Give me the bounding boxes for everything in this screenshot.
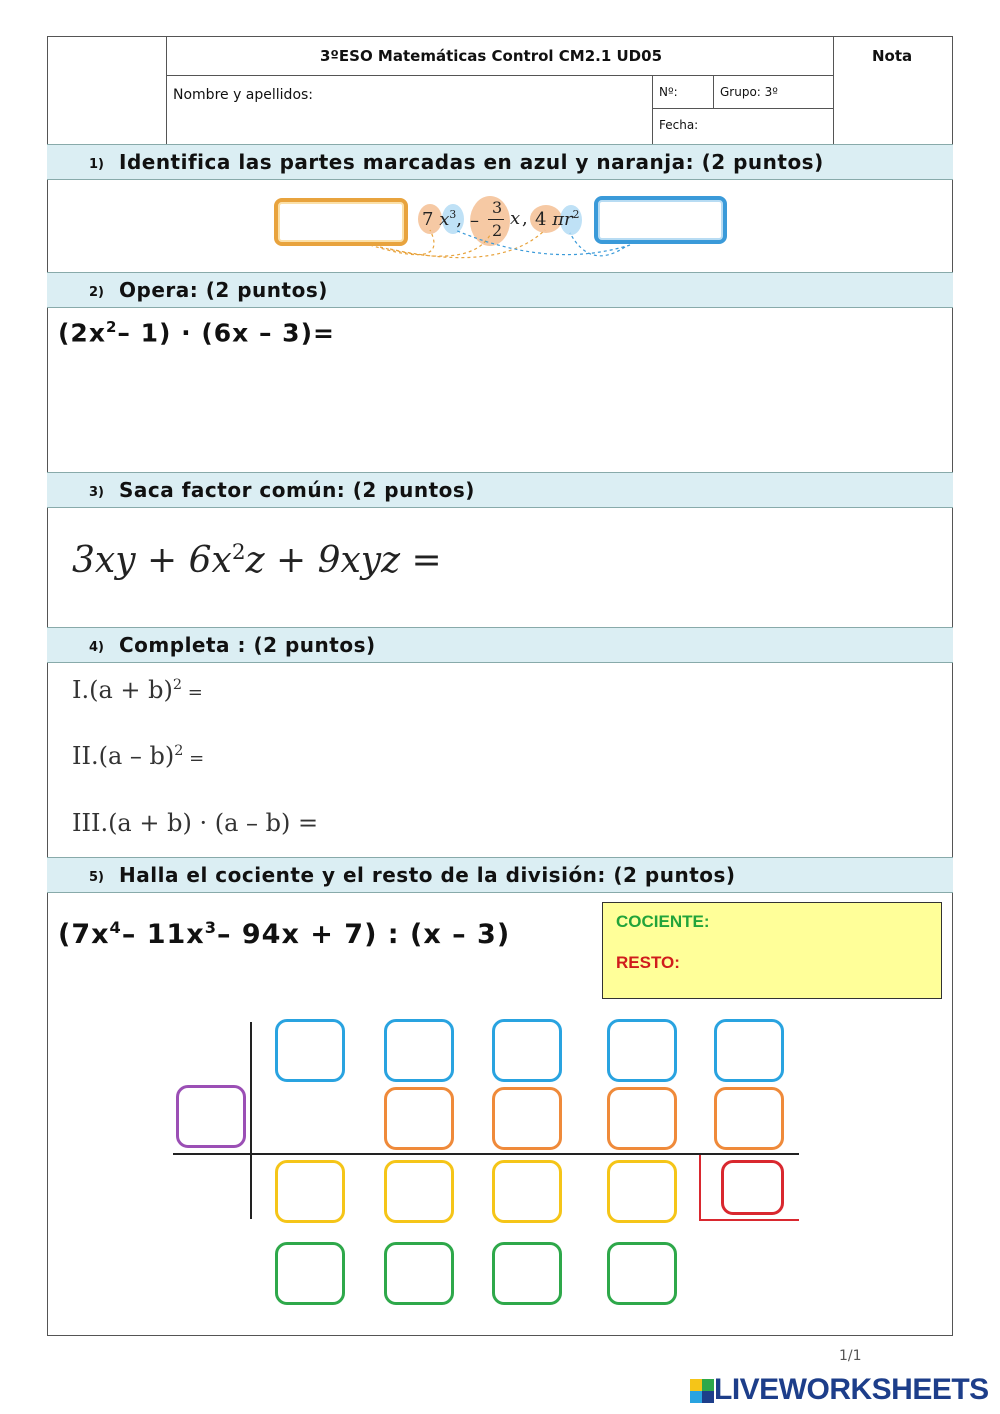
coefficient-box-4[interactable] [607, 1019, 677, 1082]
section-number: 1) [89, 157, 104, 172]
coefficient-box-2[interactable] [384, 1019, 454, 1082]
header-number-col [652, 75, 653, 144]
section-number: 5) [89, 870, 104, 885]
section-title: Halla el cociente y el resto de la división: (2 puntos) [119, 863, 736, 887]
q4-item-1: $I.(a + b)^2$ = [72, 676, 203, 704]
quotient-box-3[interactable] [492, 1242, 562, 1305]
nota-label: Nota [872, 47, 913, 65]
result-box-2[interactable] [384, 1160, 454, 1223]
ruffini-horizontal-line [173, 1153, 799, 1155]
coefficient-box-1[interactable] [275, 1019, 345, 1082]
q1-term-1: 7 $x^3$, [422, 208, 462, 230]
product-box-4[interactable] [714, 1087, 784, 1150]
header-group-col [713, 75, 714, 109]
page-number: 1/1 [839, 1348, 862, 1364]
section-2-bar [47, 272, 953, 308]
section-title: Saca factor común: (2 puntos) [119, 478, 475, 502]
quotient-box-2[interactable] [384, 1242, 454, 1305]
q1-term-3: 4 $\pi r^2$ [535, 208, 580, 230]
header-right-divider [833, 36, 834, 144]
section-number: 4) [89, 640, 104, 655]
section-number: 3) [89, 485, 104, 500]
remainder-corner-horizontal [699, 1219, 799, 1221]
section-title: Opera: (2 puntos) [119, 278, 328, 302]
header-row-line [166, 75, 833, 76]
q4-item-2: II.(a – b)$^2$ = [72, 742, 205, 770]
section-5-bar [47, 857, 953, 893]
quotient-box-1[interactable] [275, 1242, 345, 1305]
result-box-4[interactable] [607, 1160, 677, 1223]
result-box-3[interactable] [492, 1160, 562, 1223]
name-label: Nombre y apellidos: [173, 87, 314, 103]
logo-text: LIVEWORKSHEETS [714, 1373, 989, 1406]
section-3-bar [47, 472, 953, 508]
group-label: Grupo: 3º [720, 85, 778, 99]
quotient-box-4[interactable] [607, 1242, 677, 1305]
logo-icon [690, 1379, 714, 1403]
section-title: Completa : (2 puntos) [119, 633, 376, 657]
header-left-divider [166, 36, 167, 144]
worksheet-title: 3ºESO Matemáticas Control CM2.1 UD05 [320, 47, 663, 65]
coefficient-box-3[interactable] [492, 1019, 562, 1082]
divisor-box[interactable] [176, 1085, 246, 1148]
product-box-2[interactable] [492, 1087, 562, 1150]
header-date-line [652, 108, 833, 109]
product-box-3[interactable] [607, 1087, 677, 1150]
q4-item-3: III.(a + b) · (a – b) = [72, 809, 319, 837]
q1-connector-arrows [270, 225, 740, 270]
section-title: Identifica las partes marcadas en azul y naranja: (2 puntos) [119, 150, 824, 174]
section-4-bar [47, 627, 953, 663]
remainder-corner-vertical [699, 1155, 701, 1221]
date-label: Fecha: [659, 118, 699, 132]
product-box-1[interactable] [384, 1087, 454, 1150]
q2-expression: ($2x^2-$ 1) · (6x – 3)= [58, 318, 335, 348]
number-label: Nº: [659, 85, 678, 99]
section-1-bar [47, 144, 953, 180]
coefficient-box-5[interactable] [714, 1019, 784, 1082]
section-number: 2) [89, 285, 104, 300]
ruffini-vertical-line [250, 1022, 252, 1219]
cociente-label: COCIENTE: [616, 912, 710, 931]
q3-expression: $3xy + 6x^2z + 9xyz$ = [72, 540, 442, 581]
result-box-1[interactable] [275, 1160, 345, 1223]
result-box [602, 902, 942, 999]
remainder-box[interactable] [721, 1160, 784, 1215]
q5-expression: ($7x^4-$ $11x^3-$ 94x + 7) : (x – 3) [58, 918, 511, 950]
resto-label: RESTO: [616, 953, 680, 972]
